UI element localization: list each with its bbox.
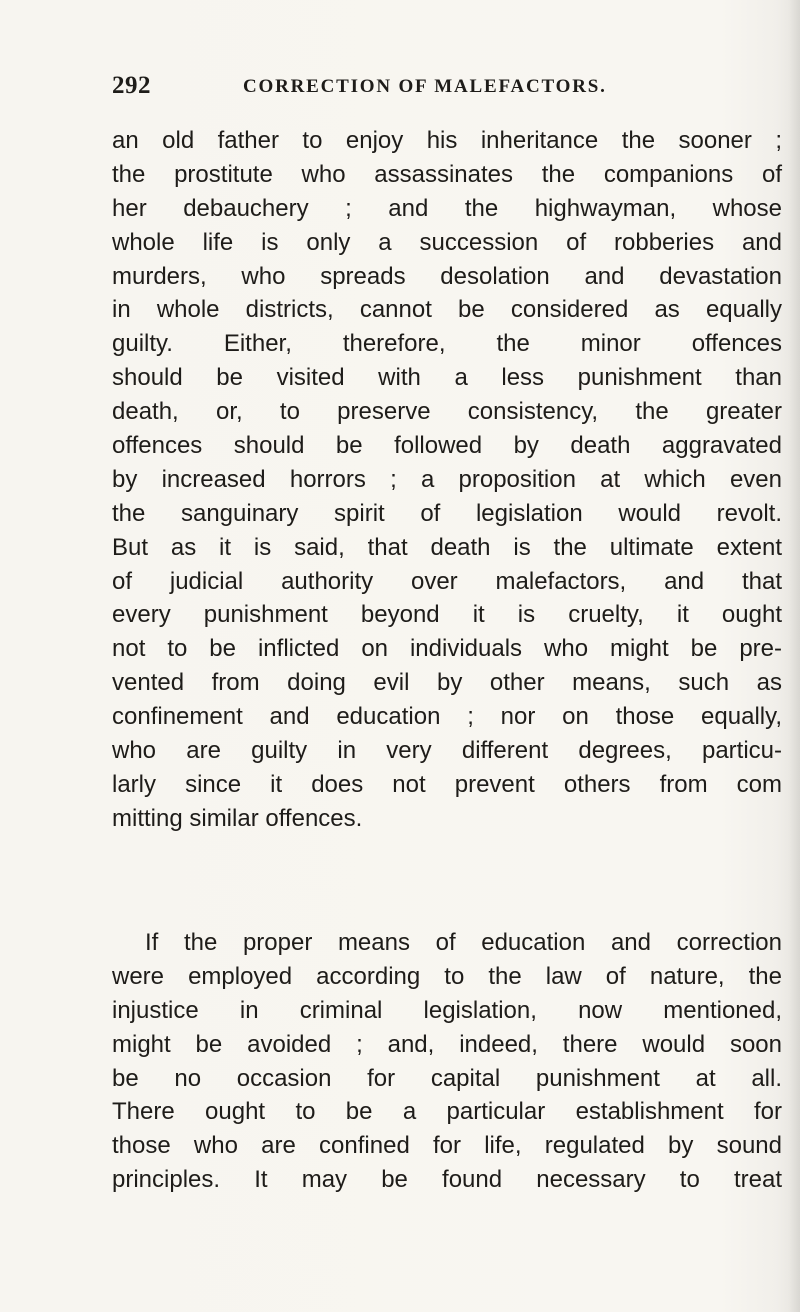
text-line: not to be inflicted on individuals who might be pre- bbox=[112, 635, 782, 663]
paragraph-2 bbox=[112, 926, 782, 1197]
text-line: confinement and education ; nor on those equally, bbox=[112, 703, 782, 731]
text-line: every punishment beyond it is cruelty, it ought bbox=[112, 601, 782, 629]
text-line: principles. It may be found necessary to treat bbox=[112, 1166, 782, 1194]
text-line: whole life is only a succession of robberies and bbox=[112, 228, 782, 256]
text-line: larly since it does not prevent others from com bbox=[112, 770, 782, 798]
text-line: vented from doing evil by other means, such as bbox=[112, 669, 782, 697]
running-head: CORRECTION OF MALEFACTORS. bbox=[243, 76, 607, 97]
text-line: an old father to enjoy his inheritance the sooner ; bbox=[112, 127, 782, 154]
text-line: her debauchery ; and the highwayman, whose bbox=[112, 194, 782, 222]
text-line: injustice in criminal legislation, now mentioned, bbox=[112, 996, 782, 1024]
text-line: murders, who spreads desolation and devastation bbox=[112, 262, 782, 290]
page-edge-shadow bbox=[788, 0, 800, 1312]
text-line: the sanguinary spirit of legislation would revolt. bbox=[112, 499, 782, 527]
text-line: might be avoided ; and, indeed, there would soon bbox=[112, 1030, 782, 1058]
text-line: should be visited with a less punishment than bbox=[112, 364, 782, 392]
text-line: mitting similar offences. bbox=[112, 804, 363, 832]
text-line: of judicial authority over malefactors, and that bbox=[112, 567, 782, 595]
text-line: who are guilty in very different degrees, particu- bbox=[112, 737, 782, 765]
page-number: 292 bbox=[112, 72, 151, 99]
text-line: If the proper means of education and correction bbox=[145, 929, 782, 956]
text-line: were employed according to the law of nature, the bbox=[112, 962, 782, 990]
text-line: be no occasion for capital punishment at all. bbox=[112, 1064, 782, 1092]
text-line: offences should be followed by death aggravated bbox=[112, 432, 782, 460]
text-line: by increased horrors ; a proposition at which even bbox=[112, 465, 782, 493]
text-line: But as it is said, that death is the ultimate extent bbox=[112, 533, 782, 561]
text-line: the prostitute who assassinates the companions of bbox=[112, 160, 782, 188]
text-line: guilty. Either, therefore, the minor offences bbox=[112, 330, 782, 358]
text-line: those who are confined for life, regulated by sound bbox=[112, 1132, 782, 1160]
text-line: in whole districts, cannot be considered as equally bbox=[112, 296, 782, 324]
text-line: death, or, to preserve consistency, the greater bbox=[112, 398, 782, 426]
text-line: There ought to be a particular establishment for bbox=[112, 1098, 782, 1126]
paragraph-1 bbox=[112, 124, 782, 836]
page-header bbox=[112, 72, 672, 104]
